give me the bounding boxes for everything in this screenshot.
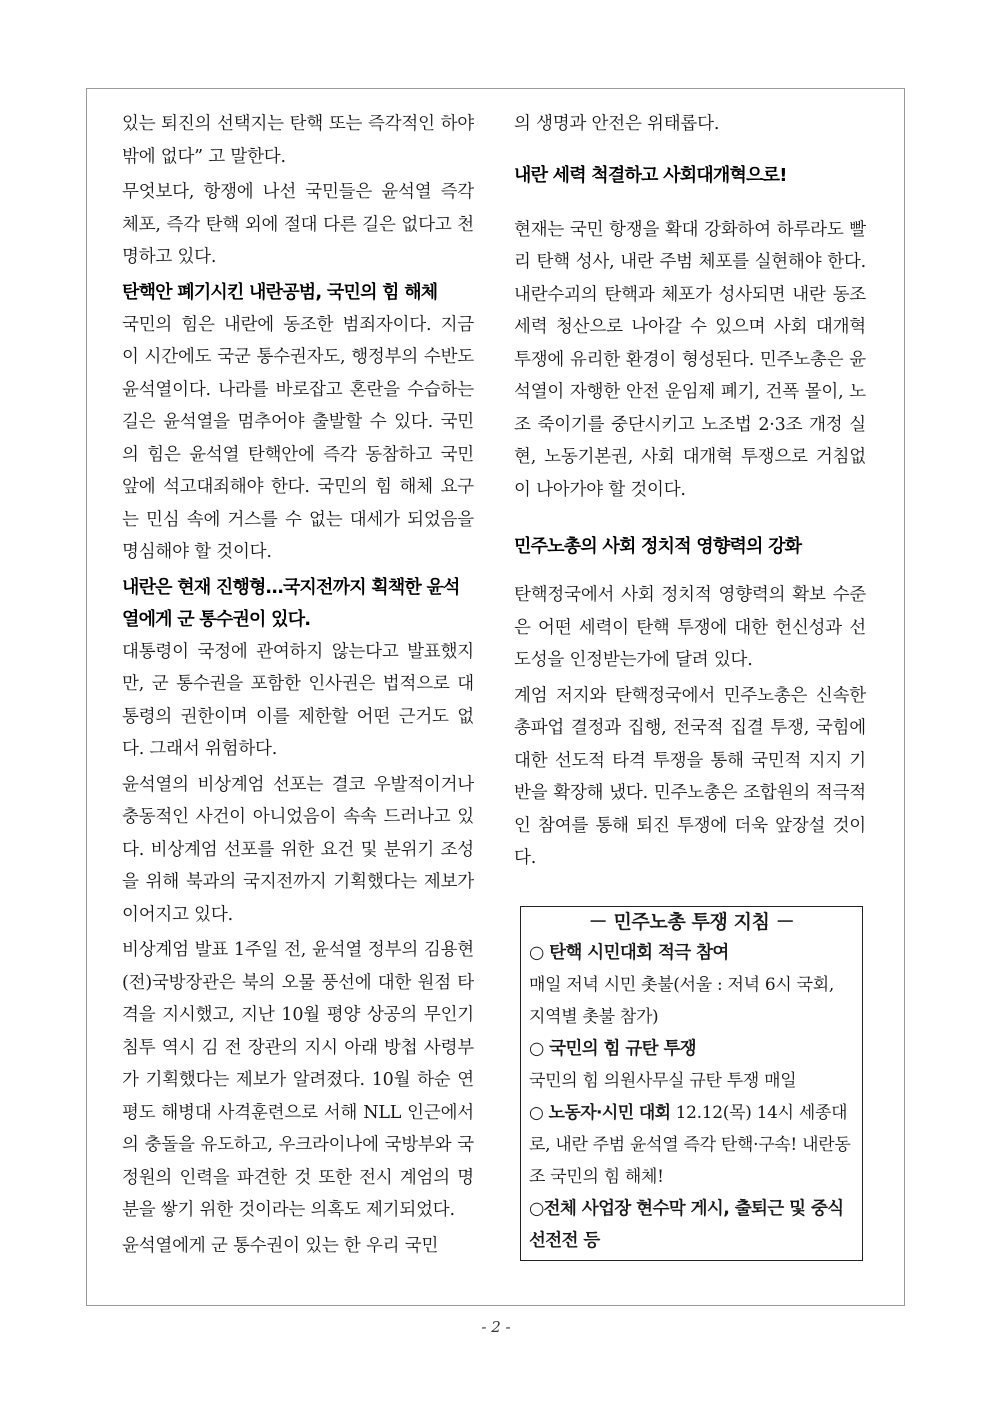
guideline-item-heading: ○ 노동자·시민 대회 bbox=[529, 1103, 671, 1123]
right-column bbox=[514, 108, 866, 878]
paragraph: 윤석열의 비상계엄 선포는 결코 우발적이거나 충동적인 사건이 아니었음이 속속 드러나고 있다. 비상계엄 선포를 위한 요건 및 분위기 조성을 위해 북과의 국지전까지 기획했다는 제보가 이어지고 있다. bbox=[122, 774, 474, 925]
paragraph: 계엄 저지와 탄핵정국에서 민주노총은 신속한 총파업 결정과 집행, 전국적 집결 투쟁, 국힘에 대한 선도적 타격 투쟁을 통해 국민적 지지 기반을 확장해 냈다. 민주노총은 조합원의 적극적인 참여를 통해 퇴진 투쟁에 더욱 앞장설 것이다. bbox=[514, 685, 866, 868]
paragraph: 탄핵정국에서 사회 정치적 영향력의 확보 수준은 어떤 세력이 탄핵 투쟁에 대한 헌신성과 선도성을 인정받는가에 달려 있다. bbox=[514, 585, 866, 670]
section-heading: 내란 세력 척결하고 사회대개혁으로! bbox=[514, 164, 787, 186]
paragraph: 비상계엄 발표 1주일 전, 윤석열 정부의 김용현 (전)국방장관은 북의 오물 풍선에 대한 원점 타격을 지시했고, 지난 10월 평양 상공의 무인기 침투 역시 김 전 장관의 지시 아래 방첩 사령부가 기획했다는 제보가 알려졌다. 10월 하순 연평도 해병대 사격훈련으로 서해 NLL 인근에서의 충돌을 유도하고, 우크라이나에 국방부와 국정원의 인력을 파견한 것 또한 전시 계엄의 명분을 쌓기 위한 것이라는 의혹도 제기되었다. bbox=[122, 940, 474, 1220]
guideline-item-text: 12.12(목) 14시 세종대로, 내란 주범 윤석열 즉각 탄핵·구속! 내란동조 국민의 힘 해체! bbox=[529, 1103, 851, 1187]
paragraph: 윤석열에게 군 통수권이 있는 한 우리 국민 bbox=[122, 1235, 439, 1256]
section-heading: 민주노총의 사회 정치적 영향력의 강화 bbox=[514, 536, 802, 557]
spacer bbox=[514, 509, 866, 531]
spacer bbox=[514, 563, 866, 579]
paragraph: 무엇보다, 항쟁에 나선 국민들은 윤석열 즉각 체포, 즉각 탄핵 외에 절대 다른 길은 없다고 천명하고 있다. bbox=[122, 182, 474, 267]
guideline-item-heading: ○ 탄핵 시민대회 적극 참여 bbox=[529, 943, 729, 963]
paragraph: 의 생명과 안전은 위태롭다. bbox=[514, 114, 720, 134]
guideline-box bbox=[520, 906, 863, 1261]
section-heading: 내란은 현재 진행형…국지전까지 획책한 윤석열에게 군 통수권이 있다. bbox=[122, 576, 460, 630]
guideline-item-text: 국민의 힘 의원사무실 규탄 투쟁 매일 bbox=[529, 1071, 797, 1091]
section-heading: 탄핵안 폐기시킨 내란공범, 국민의 힘 해체 bbox=[122, 281, 438, 303]
guideline-item-heading: ○ 국민의 힘 규탄 투쟁 bbox=[529, 1039, 697, 1059]
paragraph: 현재는 국민 항쟁을 확대 강화하여 하루라도 빨리 탄핵 성사, 내란 주범 체포를 실현해야 한다. 내란수괴의 탄핵과 체포가 성사되면 내란 동조 세력 청산으로 나아갈 수 있으며 사회 대개혁 투쟁에 유리한 환경이 형성된다. 민주노총은 윤석열이 자행한 안전 운임제 폐기, 건폭 몰이, 노조 죽이기를 중단시키고 노조법 2·3조 개정 실현, 노동기본권, 사회 대개혁 투쟁으로 거침없이 나아가야 할 것이다. bbox=[514, 219, 866, 500]
paragraph: 대통령이 국정에 관여하지 않는다고 발표했지만, 군 통수권을 포함한 인사권은 법적으로 대통령의 권한이며 이를 제한할 어떤 근거도 없다. 그래서 위험하다. bbox=[122, 641, 474, 759]
paragraph: 있는 퇴진의 선택지는 탄핵 또는 즉각적인 하야밖에 없다” 고 말한다. bbox=[122, 114, 474, 167]
page-number: - 2 - bbox=[481, 1318, 511, 1336]
spacer bbox=[514, 192, 866, 214]
guideline-item-3 bbox=[529, 1097, 854, 1193]
guideline-item-heading: ○전체 사업장 현수막 게시, 출퇴근 및 중식 선전전 등 bbox=[529, 1199, 844, 1251]
left-column bbox=[122, 108, 474, 1265]
spacer bbox=[514, 144, 866, 160]
paragraph: 국민의 힘은 내란에 동조한 범죄자이다. 지금 이 시간에도 국군 통수권자도, 행정부의 수반도 윤석열이다. 나라를 바로잡고 혼란을 수습하는 길은 윤석열을 멈추어야 출발할 수 있다. 국민의 힘은 윤석열 탄핵안에 즉각 동참하고 국민 앞에 석고대죄해야 한다. 국민의 힘 해체 요구는 민심 속에 거스를 수 없는 대세가 되었음을 명심해야 할 것이다. bbox=[122, 314, 474, 562]
guideline-title: － 민주노총 투쟁 지침 － bbox=[588, 911, 795, 933]
guideline-item-text: 매일 저녁 시민 촛불(서울 : 저녁 6시 국회, 지역별 촛불 참가) bbox=[529, 975, 834, 1027]
